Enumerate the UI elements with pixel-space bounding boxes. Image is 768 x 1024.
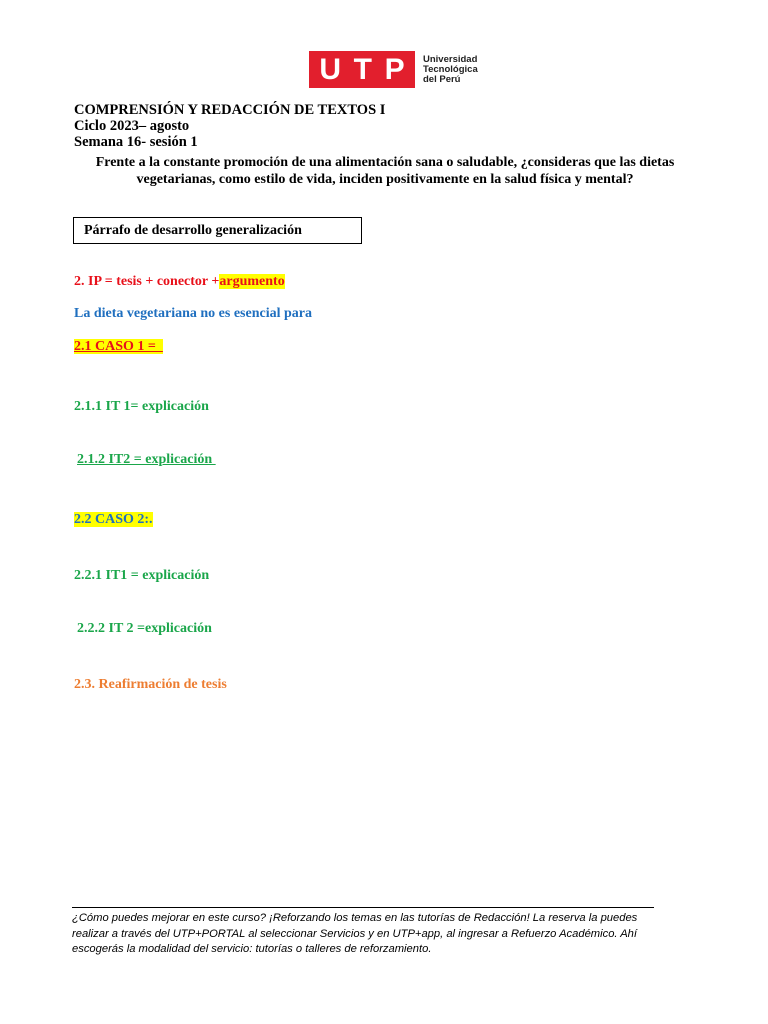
footer-note: ¿Cómo puedes mejorar en este curso? ¡Reforzando los temas en las tutorías de Redacción! La reserva la puedes realizar a través del UTP+PORTAL al seleccionar Servicios y en UTP+app, al ingresar a Refuerzo Académico. Ahí escogerás la modalidad del servicio: tutorías o talleres de reforzamiento.	[72, 912, 638, 955]
logo-wordmark	[423, 55, 478, 85]
logo-text-line-1: Universidad	[423, 53, 478, 65]
case-2	[74, 512, 153, 528]
thesis-line: La dieta vegetariana no es esencial para	[74, 306, 312, 321]
case-2-label: 2.2 CASO 2:.	[74, 512, 153, 527]
section-title-box: Párrafo de desarrollo generalización	[73, 217, 362, 244]
course-title: COMPRENSIÓN Y REDACCIÓN DE TEXTOS I	[74, 102, 386, 118]
ip-highlight: argumento	[219, 274, 285, 289]
it-2-1-2-label: 2.1.2 IT2 = explicación	[77, 452, 216, 467]
it-2-2-1: 2.2.1 IT1 = explicación	[74, 568, 210, 583]
utp-logo-mark	[309, 51, 415, 88]
document-header	[74, 102, 385, 150]
it-2-1-1: 2.1.1 IT 1= explicación	[74, 399, 209, 414]
ip-formula	[74, 274, 285, 290]
cycle-line: Ciclo 2023– agosto	[74, 118, 190, 134]
ip-formula-text: 2. IP = tesis + conector +	[74, 274, 220, 289]
case-1	[74, 339, 163, 355]
logo-letter-u: U	[319, 52, 341, 86]
logo-text-line-2: Tecnológica	[423, 63, 478, 75]
thesis-reaffirmation: 2.3. Reafirmación de tesis	[74, 677, 227, 692]
logo-letter-p: P	[384, 52, 405, 86]
case-1-label: 2.1 CASO 1 =	[74, 339, 163, 354]
it-2-2-2: 2.2.2 IT 2 =explicación	[77, 621, 212, 636]
footer-divider	[72, 907, 654, 908]
logo-text-line-3: del Perú	[423, 73, 461, 85]
utp-logo	[309, 51, 478, 88]
it-2-1-2	[77, 452, 216, 468]
week-line: Semana 16- sesión 1	[74, 134, 198, 150]
logo-letter-t: T	[353, 52, 372, 86]
prompt-question: Frente a la constante promoción de una alimentación sana o saludable, ¿consideras que las dietas vegetarianas, como estilo de vida, inciden positivamente en la salud física y mental?	[95, 155, 675, 187]
